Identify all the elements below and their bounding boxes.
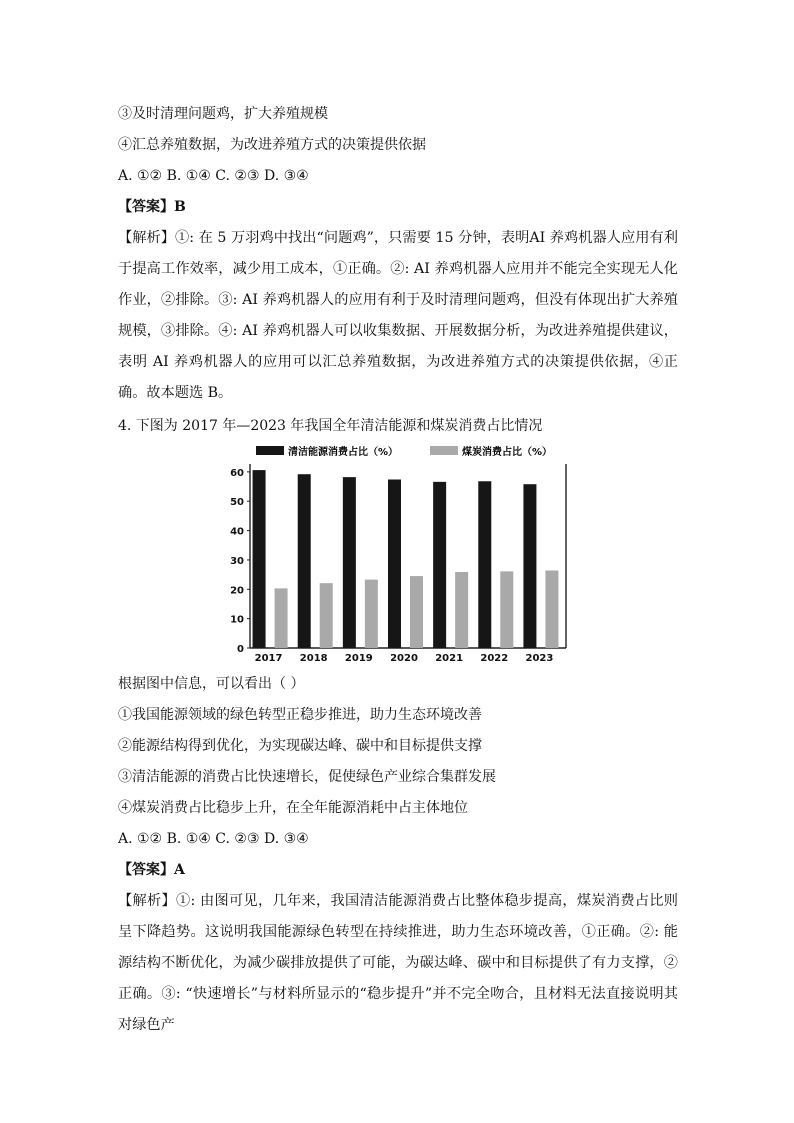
q3-analysis: 【解析】①: 在 5 万羽鸡中找出“问题鸡”，只需要 15 分钟，表明AI 养鸡机器人应用有利于提高工作效率，减少用工成本，①正确。②: AI 养鸡机器人应用并不能完全实现无人化作业，②排除。③: AI 养鸡机器人的应用有利于及时清理问题鸡，但没有体现出扩大养殖规模，③排除。④: AI 养鸡机器人可以收集数据、开展数据分析，为改进养殖提供建议，表明 AI 养鸡机器人的应用可以汇总养殖数据，为改进养殖方式的决策提供依据，④正确。故本题选 B。 — [118, 230, 678, 401]
q4-answer: 【答案】A — [118, 862, 185, 878]
bar-coal — [500, 571, 513, 648]
q4-option-2: ②能源结构得到优化，为实现碳达峰、碳中和目标提供支撑 — [118, 738, 482, 754]
chart-legend — [256, 445, 552, 458]
bar-clean-energy — [478, 481, 491, 648]
legend-label-clean-energy: 清洁能源消费占比（%） — [288, 447, 399, 458]
y-tick-label: 20 — [230, 585, 244, 597]
chart-plot-area — [230, 464, 566, 664]
x-tick-label: 2018 — [299, 653, 328, 664]
y-tick-label: 10 — [230, 614, 244, 626]
q4-stem: 4. 下图为 2017 年—2023 年我国全年清洁能源和煤炭消费占比情况 — [118, 418, 543, 434]
bar-coal — [365, 580, 378, 648]
y-tick-label: 30 — [230, 555, 244, 567]
bar-coal — [545, 571, 558, 648]
y-tick-label: 0 — [237, 644, 244, 655]
q4-choices: A. ①② B. ①④ C. ②③ D. ③④ — [118, 831, 309, 847]
q3-choices: A. ①② B. ①④ C. ②③ D. ③④ — [118, 168, 309, 184]
q4-option-3: ③清洁能源的消费占比快速增长，促使绿色产业综合集群发展 — [118, 769, 496, 785]
legend-swatch-coal — [430, 446, 458, 455]
q3-answer: 【答案】B — [118, 199, 186, 215]
y-tick-label: 60 — [230, 467, 244, 479]
bar-coal — [275, 588, 288, 648]
x-tick-label: 2019 — [344, 653, 373, 664]
q4-option-4: ④煤炭消费占比稳步上升，在全年能源消耗中占主体地位 — [118, 800, 468, 816]
q3-option-3: ③及时清理问题鸡，扩大养殖规模 — [118, 106, 328, 122]
y-tick-label: 50 — [230, 497, 244, 509]
bar-clean-energy — [523, 484, 536, 648]
bar-coal — [410, 576, 423, 648]
x-tick-label: 2023 — [525, 653, 554, 664]
bar-clean-energy — [298, 474, 311, 648]
legend-swatch-clean-energy — [256, 446, 284, 455]
q3-option-4: ④汇总养殖数据，为改进养殖方式的决策提供依据 — [118, 137, 426, 153]
q4-option-1: ①我国能源领域的绿色转型正稳步推进，助力生态环境改善 — [118, 707, 482, 723]
bar-clean-energy — [343, 477, 356, 648]
energy-consumption-bar-chart — [222, 436, 572, 664]
bar-clean-energy — [433, 482, 446, 648]
legend-label-coal: 煤炭消费占比（%） — [462, 447, 553, 458]
x-tick-label: 2022 — [480, 653, 509, 664]
bar-clean-energy — [253, 470, 266, 648]
q4-prompt: 根据图中信息，可以看出（ ） — [118, 676, 305, 692]
bar-coal — [455, 572, 468, 648]
x-tick-label: 2021 — [435, 653, 464, 664]
q4-analysis: 【解析】①: 由图可见，几年来，我国清洁能源消费占比整体稳步提高，煤炭消费占比则呈下降趋势。这说明我国能源绿色转型在持续推进，助力生态环境改善，①正确。②: 能源结构不断优化，为减少碳排放提供了可能，为碳达峰、碳中和目标提供了有力支撑，②正确。③: “快速增长”与材料所显示的“稳步提升”并不完全吻合，且材料无法直接说明其对绿色产 — [118, 893, 678, 1033]
bar-coal — [320, 583, 333, 648]
x-tick-label: 2020 — [390, 653, 418, 664]
bar-clean-energy — [388, 480, 401, 648]
y-tick-label: 40 — [230, 526, 244, 538]
x-tick-label: 2017 — [254, 653, 283, 664]
